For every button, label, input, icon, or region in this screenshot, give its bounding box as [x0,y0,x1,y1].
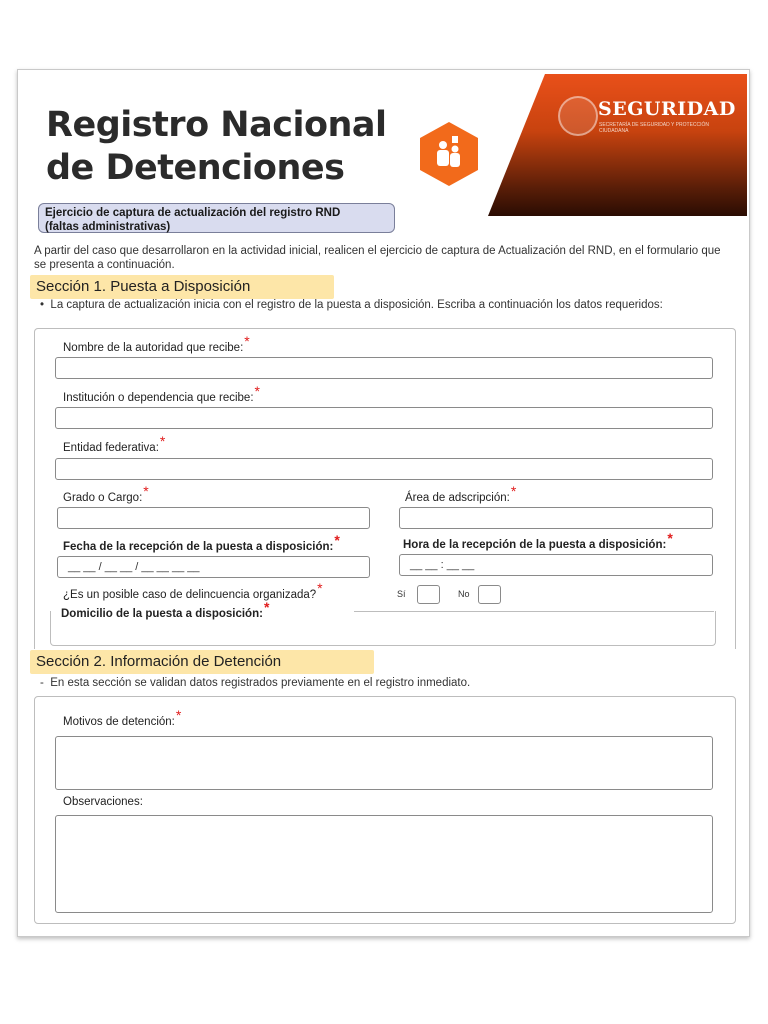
required-mark: * [175,707,182,723]
si-label: Sí [397,589,406,599]
exercise-line-2: (faltas administrativas) [45,221,171,233]
page-title [46,104,387,190]
delincuencia-label: ¿Es un posible caso de delincuencia organizada?* [63,580,323,601]
domicilio-rule [354,611,714,612]
no-checkbox[interactable] [478,585,501,604]
grado-label: Grado o Cargo:* [63,483,149,504]
entidad-label: Entidad federativa:* [63,433,166,454]
coat-of-arms-icon [558,96,598,136]
section-2-bullet-text: En esta sección se validan datos registrados previamente en el registro inmediato. [50,677,471,689]
brand-subtitle: SECRETARÍA DE SEGURIDAD Y PROTECCIÓN CIUDADANA [599,122,710,134]
hora-input[interactable]: __ __ : __ __ [399,554,713,576]
section-2-bullet: - En esta sección se validan datos registrados previamente en el registro inmediato. [40,677,471,689]
fecha-input[interactable]: __ __ / __ __ / __ __ __ __ [57,556,370,578]
required-mark: * [317,580,323,596]
required-mark: * [143,483,149,499]
required-mark: * [244,333,250,349]
title-line-2: de Detenciones [46,148,345,188]
domicilio-label: Domicilio de la puesta a disposición:* [61,599,270,620]
brand-name: SEGURIDAD [598,98,736,120]
required-mark: * [254,383,260,399]
required-mark: * [263,599,270,615]
entidad-input[interactable] [55,458,713,480]
form-page [17,69,750,937]
institucion-input[interactable] [55,407,713,429]
section-2-label: Sección 2. Información de Detención [30,650,374,674]
required-mark: * [159,433,166,449]
institucion-label: Institución o dependencia que recibe:* [63,383,260,404]
exercise-line-1: Ejercicio de captura de actualización del registro RND [45,207,341,219]
exercise-title-box [38,203,395,233]
motivos-label: Motivos de detención:* [63,707,182,728]
autoridad-label: Nombre de la autoridad que recibe:* [63,333,250,354]
no-label: No [458,589,470,599]
header-banner [488,74,747,216]
section-1-label: Sección 1. Puesta a Disposición [30,275,334,299]
si-checkbox[interactable] [417,585,440,604]
area-input[interactable] [399,507,713,529]
section-1-bullet: • La captura de actualización inicia con el registro de la puesta a disposición. Escriba a continuación los datos requeridos: [40,299,663,311]
required-mark: * [334,532,340,548]
hora-label: Hora de la recepción de la puesta a disposición:* [403,530,673,551]
title-line-1: Registro Nacional [46,105,387,145]
area-label: Área de adscripción:* [405,483,517,504]
fecha-label: Fecha de la recepción de la puesta a disposición:* [63,532,340,553]
autoridad-input[interactable] [55,357,713,379]
required-mark: * [667,530,673,546]
grado-input[interactable] [57,507,370,529]
observaciones-textarea[interactable] [55,815,713,913]
motivos-textarea[interactable] [55,736,713,790]
section-1-bullet-text: La captura de actualización inicia con el registro de la puesta a disposición. Escriba a continuación los datos requeridos: [50,299,663,311]
observaciones-label: Observaciones: [63,796,143,808]
required-mark: * [510,483,517,499]
intro-text: A partir del caso que desarrollaron en la actividad inicial, realicen el ejercicio de captura de Actualización del RND, en el formulario que se presenta a continuación. [34,245,721,271]
people-icon [420,122,478,186]
